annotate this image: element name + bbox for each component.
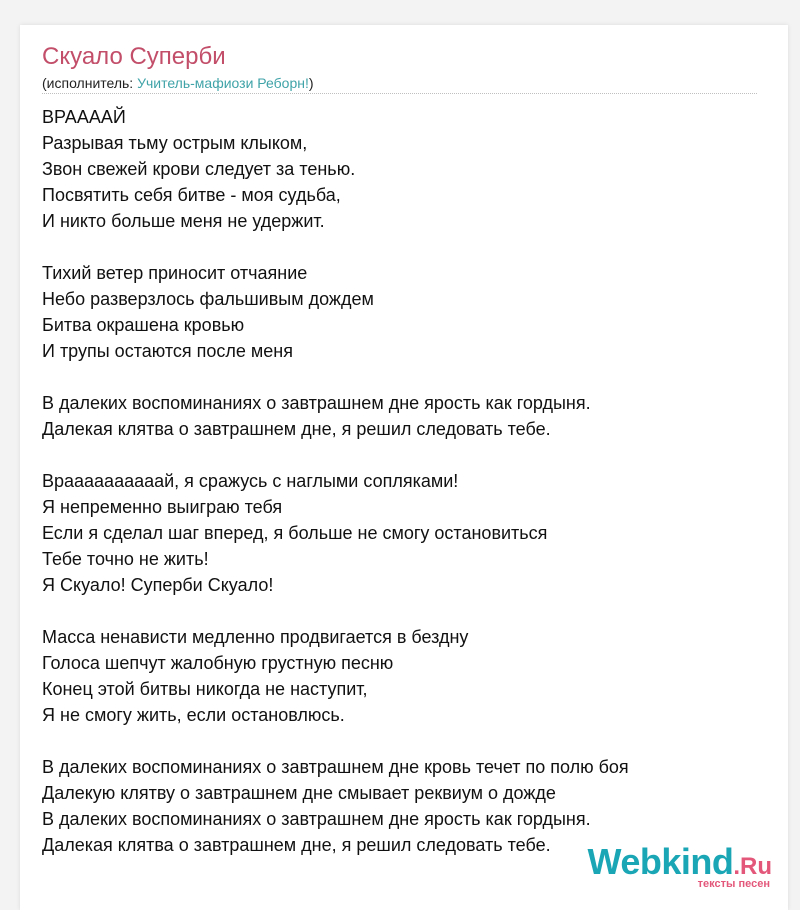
lyric-line: Звон свежей крови следует за тенью. [42, 159, 356, 179]
lyrics-stanza [42, 260, 629, 364]
lyric-line: Небо разверзлось фальшивым дождем [42, 289, 374, 309]
lyric-line: Разрывая тьму острым клыком, [42, 133, 308, 153]
lyric-line: Голоса шепчут жалобную грустную песню [42, 653, 394, 673]
lyric-line: Масса ненависти медленно продвигается в бездну [42, 627, 469, 647]
lyrics-body [42, 104, 629, 858]
lyric-line: Я не смогу жить, если остановлюсь. [42, 705, 345, 725]
page [20, 25, 788, 910]
lyric-line: Посвятить себя битве - моя судьба, [42, 185, 341, 205]
lyric-line: И никто больше меня не удержит. [42, 211, 325, 231]
lyric-line: Враааааааааай, я сражусь с наглыми сопляками! [42, 471, 459, 491]
lyric-line: Я Скуало! Суперби Скуало! [42, 575, 274, 595]
lyrics-stanza [42, 468, 629, 598]
lyric-line: В далеких воспоминаниях о завтрашнем дне ярость как гордыня. [42, 809, 591, 829]
lyric-line: Конец этой битвы никогда не наступит, [42, 679, 368, 699]
lyrics-stanza [42, 624, 629, 728]
lyric-line: Далекая клятва о завтрашнем дне, я решил следовать тебе. [42, 419, 551, 439]
lyric-line: В далеких воспоминаниях о завтрашнем дне ярость как гордыня. [42, 393, 591, 413]
lyric-line: Тебе точно не жить! [42, 549, 209, 569]
artist-link[interactable]: Учитель-мафиози Реборн! [137, 75, 309, 91]
lyric-line: Тихий ветер приносит отчаяние [42, 263, 308, 283]
logo-brand: Webkind [587, 841, 734, 882]
lyric-line: И трупы остаются после меня [42, 341, 293, 361]
logo-tld: .Ru [733, 853, 772, 880]
artist-prefix: (исполнитель: [42, 75, 138, 91]
lyric-line: Далекую клятву о завтрашнем дне смывает реквиум о дожде [42, 783, 556, 803]
lyric-line: Битва окрашена кровью [42, 315, 245, 335]
lyrics-stanza [42, 104, 629, 234]
lyric-line: В далеких воспоминаниях о завтрашнем дне кровь течет по полю боя [42, 757, 629, 777]
lyrics-stanza [42, 390, 629, 442]
lyric-line: Я непременно выиграю тебя [42, 497, 283, 517]
logo-tagline: тексты песен [697, 878, 770, 890]
lyrics-stanza [42, 754, 629, 858]
lyric-line: Если я сделал шаг вперед, я больше не смогу остановиться [42, 523, 548, 543]
lyric-line: Далекая клятва о завтрашнем дне, я решил следовать тебе. [42, 835, 551, 855]
song-title: Скуало Суперби [42, 43, 226, 70]
artist-suffix: ) [308, 75, 314, 91]
lyric-line: ВРААААЙ [42, 107, 126, 127]
site-logo[interactable] [587, 841, 772, 890]
artist-line [42, 73, 314, 93]
divider [42, 93, 757, 94]
